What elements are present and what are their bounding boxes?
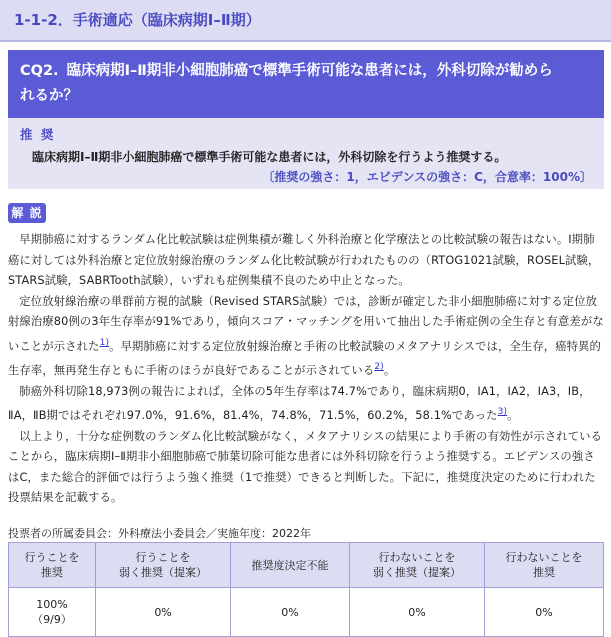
- cq-text-line2: れるか？: [20, 88, 78, 104]
- clinical-question-box: [8, 50, 604, 118]
- commentary-paragraph-1: 早期肺癌に対するランダム化比較試験は症例集積が難しく外科治療と化学療法との比較試験の報告はない。Ⅰ期肺癌に対しては外科治療と定位放射線治療のランダム化比較試験が行われたものの（RTOG1021試験，ROSEL試験，STARS試験，SABRTooth試験），いずれも症例集積不良のため中止となった。: [8, 233, 600, 288]
- vote-value-cell: 0%: [350, 588, 485, 637]
- commentary-body: [8, 230, 604, 509]
- reference-link-3[interactable]: 3): [497, 407, 508, 418]
- section-header: [0, 0, 611, 42]
- vote-value-cell: 0%: [96, 588, 231, 637]
- reference-link-2[interactable]: 2): [374, 362, 384, 373]
- vote-value-cell: 100% （9/9）: [9, 588, 96, 637]
- recommendation-strength: 〔推奨の強さ：1，エビデンスの強さ：C，合意率：100%〕: [262, 170, 592, 184]
- section-title: 1-1-2．手術適応（臨床病期Ⅰ–Ⅱ期）: [14, 11, 261, 29]
- vote-header-cell: 推奨度決定不能: [231, 543, 350, 588]
- vote-value-cell: 0%: [484, 588, 603, 637]
- recommendation-box: [8, 118, 604, 189]
- cq-text-line1: 臨床病期Ⅰ–Ⅱ期非小細胞肺癌で標準手術可能な患者には，外科切除が勧めら: [66, 63, 553, 79]
- vote-value-row: [9, 588, 604, 637]
- paragraph-3-text-b: 。: [507, 409, 519, 423]
- recommendation-text: 臨床病期Ⅰ–Ⅱ期非小細胞肺癌で標準手術可能な患者には，外科切除を行うよう推奨する。: [32, 150, 507, 164]
- vote-results-table: [8, 542, 604, 637]
- vote-header-cell: 行わないことを 弱く推奨（提案）: [350, 543, 485, 588]
- commentary-paragraph-3: [8, 382, 604, 427]
- reference-link-1[interactable]: 1): [99, 337, 110, 348]
- vote-value-cell: 0%: [231, 588, 350, 637]
- paragraph-3-text-a: 肺癌外科切除18,973例の報告によれば，全体の5年生存率は74.7%であり，臨床病期0，ⅠA1，ⅠA2，ⅠA3，ⅠB，ⅡA，ⅡB期ではそれぞれ97.0%，91.6%，81.4%，74.8%，71.5%，60.2%，58.1%であった: [8, 384, 591, 423]
- recommendation-heading: 推 奨: [20, 127, 56, 142]
- vote-header-cell: 行うことを 推奨: [9, 543, 96, 588]
- paragraph-2-text-a: 定位放射線治療の単群前方視的試験（Revised STARS試験）では，診断が確定した非小細胞肺癌に対する定位放射線治療80例の3年生存率が91%であり，傾向スコア・マッチングを用いて抽出した手術症例の全生存と有意差がないことが示された: [8, 294, 604, 353]
- vote-header-row: [9, 543, 604, 588]
- paragraph-2-text-b: 。早期肺癌に対する定位放射線治療と手術の比較試験のメタアナリシスでは，全生存，癌特異的生存率，無再発生存ともに手術のほうが良好であることが示されている: [8, 339, 602, 378]
- cq-number: CQ2.: [20, 63, 59, 79]
- commentary-badge: 解 説: [8, 203, 46, 223]
- vote-meta: 投票者の所属委員会：外科療法小委員会／実施年度：2022年: [8, 527, 311, 540]
- commentary-paragraph-2: [8, 292, 604, 382]
- vote-header-cell: 行うことを 弱く推奨（提案）: [96, 543, 231, 588]
- commentary-paragraph-4: 以上より，十分な症例数のランダム化比較試験がなく，メタアナリシスの結果により手術の有効性が示されていることから，臨床病期Ⅰ–Ⅱ期非小細胞肺癌で肺葉切除可能な患者には外科切除を行うよう推奨する。エビデンスの強さはC，また総合的評価では行うよう強く推奨（1で推奨）できると判断した。下記に，推奨度決定のために行われた投票結果を記載する。: [8, 429, 603, 505]
- paragraph-2-text-c: 。: [383, 364, 396, 378]
- vote-header-cell: 行わないことを 推奨: [484, 543, 603, 588]
